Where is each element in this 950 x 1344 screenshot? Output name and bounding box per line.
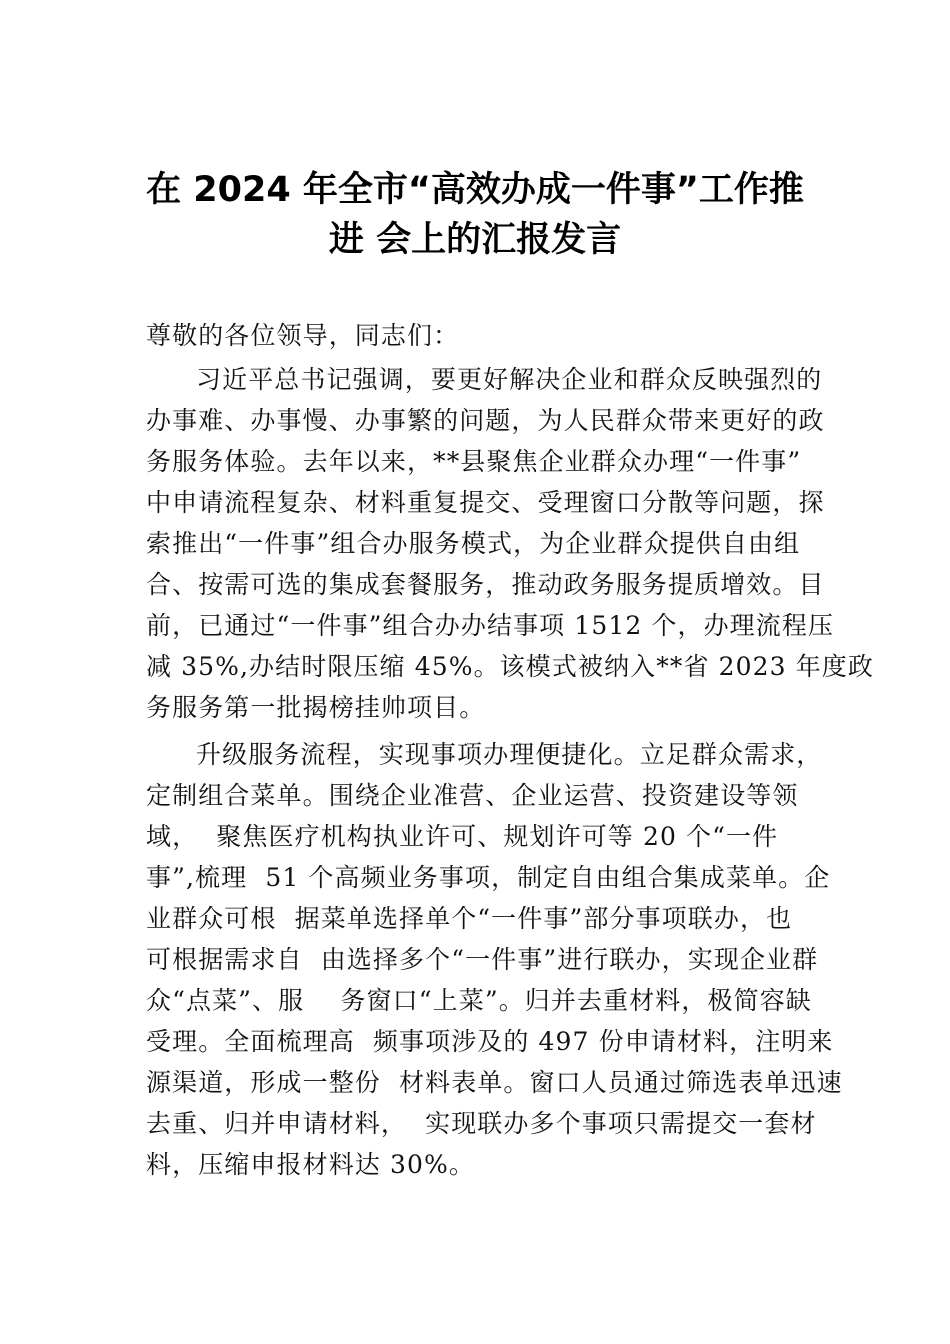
paragraph2-line: 可根据需求自 由选择多个“一件事”进行联办，实现企业群 [146,945,819,974]
salutation: 尊敬的各位领导，同志们： [146,321,460,350]
paragraph1-line: 前，已通过“一件事”组合办办结事项 1512 个，办理流程压 [146,611,835,640]
paragraph2-line: 事”,梳理 51 个高频业务事项，制定自由组合集成菜单。企 [146,863,831,892]
paragraph2-line: 料，压缩申报材料达 30%。 [146,1150,475,1179]
paragraph1-line: 索推出“一件事”组合办服务模式，为企业群众提供自由组 [146,529,801,558]
paragraph1-line: 中申请流程复杂、材料重复提交、受理窗口分散等问题，探 [146,488,825,517]
paragraph1-line: 务服务第一批揭榜挂帅项目。 [146,693,486,722]
paragraph2-line: 业群众可根 据菜单选择单个“一件事”部分事项联办，也 [146,904,793,933]
paragraph1-line: 习近平总书记强调，要更好解决企业和群众反映强烈的 [196,365,823,394]
paragraph2-line: 域， 聚焦医疗机构执业许可、规划许可等 20 个“一件 [146,822,779,851]
paragraph1-line: 办事难、办事慢、办事繁的问题，为人民群众带来更好的政 [146,406,825,435]
paragraph1-line: 减 35%,办结时限压缩 45%。该模式被纳入**省 2023 年度政 [146,652,874,681]
title-line-1: 在 2024 年全市“高效办成一件事”工作推 [146,170,804,210]
paragraph2-line: 升级服务流程，实现事项办理便捷化。立足群众需求， [196,740,823,769]
paragraph2-line: 去重、归并申请材料， 实现联办多个事项只需提交一套材 [146,1109,817,1138]
paragraph2-line: 众“点菜”、服 务窗口“上菜”。归并去重材料，极简容缺 [146,986,812,1015]
paragraph2-line: 定制组合菜单。围绕企业准营、企业运营、投资建设等领 [146,781,799,810]
paragraph1-line: 务服务体验。去年以来，**县聚焦企业群众办理“一件事” [146,447,802,476]
title-line-2: 进 会上的汇报发言 [328,220,622,260]
paragraph1-line: 合、按需可选的集成套餐服务，推动政务服务提质增效。目 [146,570,825,599]
paragraph2-line: 源渠道，形成一整份 材料表单。窗口人员通过筛选表单迅速 [146,1068,843,1097]
paragraph2-line: 受理。全面梳理高 频事项涉及的 497 份申请材料，注明来 [146,1027,834,1056]
